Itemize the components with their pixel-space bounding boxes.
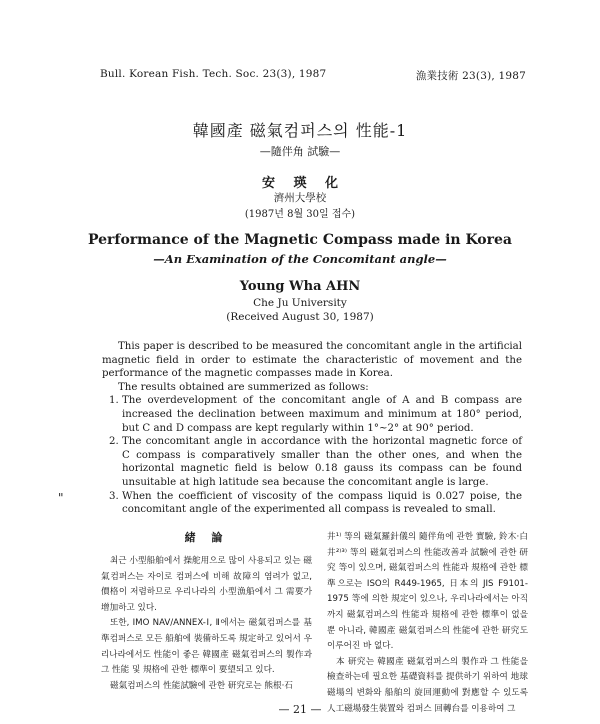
paragraph: 本 研究는 韓國產 磁氣컴퍼스의 製作과 그 性能을 檢查하는데 필요한 基礎資料를 提供하기 위하여 地球磁場의 변화와 船舶의 旋回運動에 對應할 수 있도록 人工磁場發生裝置와 컴퍼스 回轉台를 이용하여 그	[327, 656, 528, 714]
korean-affiliation: 濟州大學校	[273, 192, 327, 204]
introduction-right-column	[327, 530, 528, 717]
english-subtitle: —An Examination of the Concomitant angle—	[153, 252, 447, 266]
abstract-results-lead: The results obtained are summerized as follows:	[118, 381, 369, 393]
paragraph: 또한, IMO NAV/ANNEX-Ⅰ, Ⅱ에서는 磁氣컴퍼스를 基準컴퍼스로 모든 船舶에 裝備하도록 規定하고 있어서 우리나라에서도 性能이 좋은 韓國產 磁氣컴퍼스의 製作과 그 性能 및 規格에 관한 標準이 要望되고 있다.	[101, 618, 312, 676]
korean-author: 安 瑛 化	[261, 176, 339, 191]
korean-title: 韓國產 磁氣컴퍼스의 性能-1	[192, 121, 408, 140]
margin-mark: "	[58, 491, 64, 505]
section-heading: 緒 論	[184, 531, 229, 544]
abstract-result-item: 1. The overdevelopment of the concomitant angle of A and B compass are increased the declination between maximum and minimum at 180° period, but C and D compass are kept regularly within 1°~2° at 90° period.	[122, 394, 522, 435]
introduction-left-column	[101, 530, 312, 694]
running-header-left: Bull. Korean Fish. Tech. Soc. 23(3), 1987	[100, 68, 327, 80]
abstract	[102, 340, 522, 517]
page-number: — 21 —	[278, 703, 322, 716]
english-received-date: (Received August 30, 1987)	[226, 311, 374, 323]
korean-received-date: (1987년 8월 30일 접수)	[244, 209, 356, 220]
abstract-result-item: 2. The concomitant angle in accordance with the horizontal magnetic force of C compass is comparatively smaller than the other ones, and when the horizontal magnetic field is below 0.18 gauss its compass can be found unsuitable at high latitude sea because the concomitant angle is large.	[122, 435, 522, 489]
english-author: Young Wha AHN	[239, 279, 361, 294]
paragraph: 井¹⁾ 等의 磁氣羅針儀의 隨伴角에 관한 實驗, 鈴木·白井²⁾³⁾ 等의 磁氣컴퍼스의 性能改善과 試驗에 관한 研究 等이 있으며, 磁氣컴퍼스의 性能과 規格에 관한 標準으로는 ISO의 R449-1965, 日本의 JIS F9101-1975 等에 의한 規定이 있으나, 우리나라에서는 아직까지 磁氣컴퍼스의 性能과 規格에 관한 標準이 없을 뿐 아니라, 韓國產 磁氣컴퍼스의 性能에 관한 研究도 이루어진 바 없다.	[327, 532, 528, 652]
korean-subtitle: —隨伴角 試驗—	[259, 145, 341, 158]
english-affiliation: Che Ju University	[253, 297, 347, 309]
running-header-right: 漁業技術 23(3), 1987	[415, 70, 526, 82]
abstract-intro: This paper is described to be measured the concomitant angle in the artificial magnetic field in order to estimate the characteristic of movement and the performance of the magnetic compasses made in Korea.	[102, 341, 522, 380]
abstract-result-item: 3. When the coefficient of viscosity of the compass liquid is 0.027 poise, the concomitant angle of the experimented all compass is revealed to small.	[122, 490, 522, 517]
paragraph: 磁氣컴퍼스의 性能試驗에 관한 研究로는 熊根·石	[110, 680, 293, 691]
english-title: Performance of the Magnetic Compass made in Korea	[88, 232, 512, 248]
paragraph: 최근 小型船舶에서 操舵用으로 많이 사용되고 있는 磁氣컴퍼스는 자이로 컴퍼스에 비해 故障의 염려가 없고, 價格이 저렴하므로 우리나라의 小型漁船에서 그 需要가 增加하고 있다.	[101, 556, 312, 613]
abstract-results-list	[102, 394, 522, 516]
